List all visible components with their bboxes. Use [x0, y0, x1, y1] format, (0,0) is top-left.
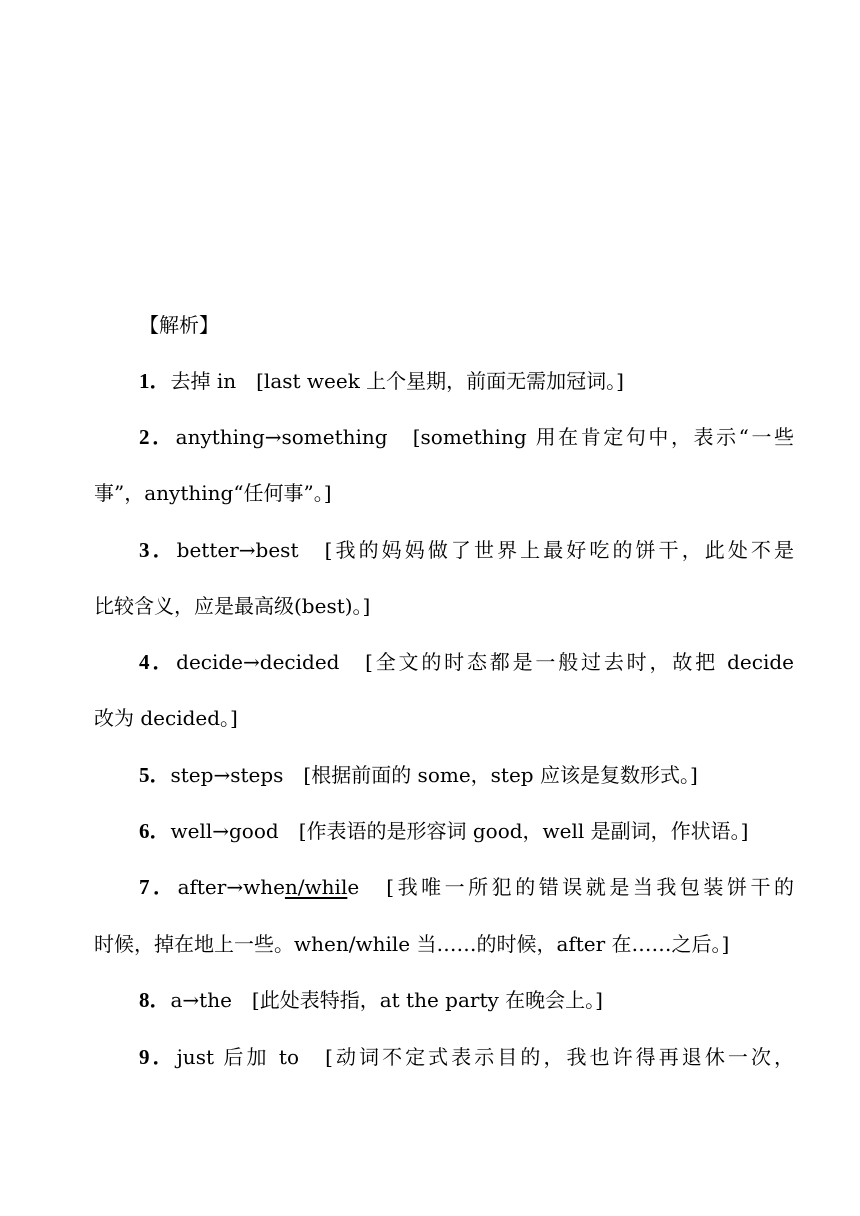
item-number: 8．: [139, 988, 171, 1012]
item-number: 3．: [139, 538, 177, 562]
answer-item-2-line-1: [139, 419, 794, 455]
answer-item-5-line-1: [139, 757, 794, 793]
answer-item-2-line-2: [94, 475, 794, 511]
answer-text: e [我唯一所犯的错误就是当我包装饼干的: [347, 875, 794, 899]
item-number: 7．: [139, 875, 178, 899]
answer-item-9-line-1: [139, 1039, 794, 1075]
answer-text: 比较含义，应是最高级(best)。]: [94, 594, 371, 618]
answer-text: 去掉 in [last week 上个星期，前面无需加冠词。]: [170, 369, 624, 393]
answer-text: 事”，anything“任何事”。]: [94, 481, 332, 505]
answer-item-8-line-1: [139, 982, 794, 1018]
answer-text: well→good [作表语的是形容词 good，well 是副词，作状语。]: [170, 819, 749, 843]
answer-text: anything→something [something 用在肯定句中，表示“一些: [175, 425, 794, 449]
answer-item-4-line-1: [139, 644, 794, 680]
item-number: 5．: [139, 763, 171, 787]
answer-text: step→steps [根据前面的 some，step 应该是复数形式。]: [170, 763, 698, 787]
item-number: 1．: [139, 369, 171, 393]
answer-item-7-line-1: [139, 869, 794, 905]
item-number: 2．: [139, 425, 176, 449]
answer-item-3-line-1: [139, 532, 794, 568]
item-number: 9．: [139, 1045, 177, 1069]
answer-text: decide→decided [全文的时态都是一般过去时，故把 decide: [176, 650, 794, 674]
answer-text: 改为 decided。]: [94, 706, 238, 730]
answer-text: after→whe: [177, 875, 285, 899]
underlined-text: n/whil: [284, 875, 348, 899]
answer-item-6-line-1: [139, 813, 794, 849]
answer-text: 时候，掉在地上一些。when/while 当……的时候，after 在……之后。]: [94, 932, 730, 956]
answer-text: better→best [我的妈妈做了世界上最好吃的饼干，此处不是: [176, 538, 794, 562]
answer-item-7-line-2: [94, 926, 794, 962]
item-number: 4．: [139, 650, 177, 674]
answer-item-3-line-2: [94, 588, 794, 624]
answer-text: just 后加 to [动词不定式表示目的，我也许得再退休一次，: [176, 1045, 794, 1069]
answer-item-1-line-1: [139, 363, 794, 399]
answer-text: a→the [此处表特指，at the party 在晚会上。]: [170, 988, 603, 1012]
analysis-heading: 【解析】: [139, 313, 219, 337]
answer-item-4-line-2: [94, 700, 794, 736]
item-number: 6．: [139, 819, 171, 843]
